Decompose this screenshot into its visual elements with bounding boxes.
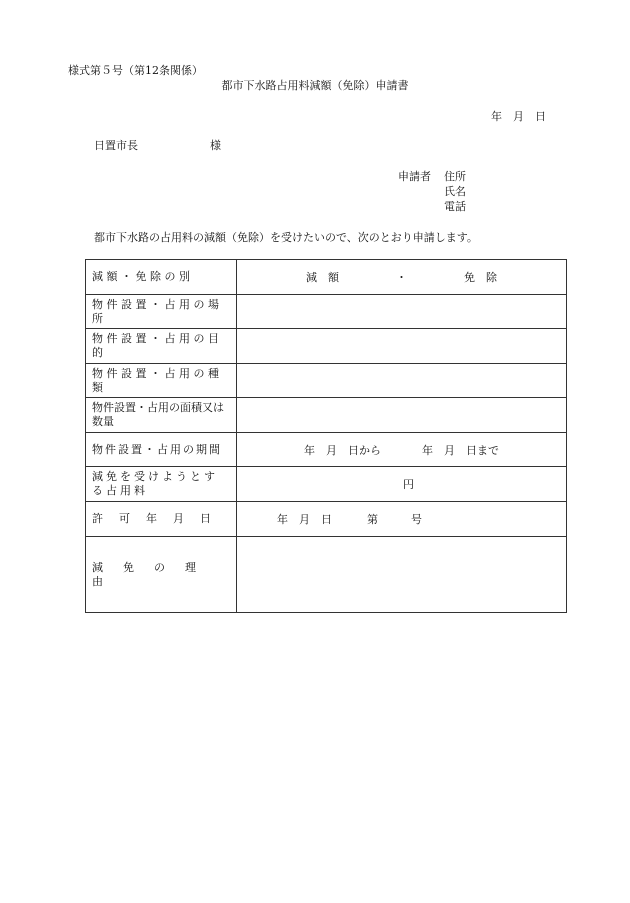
date-line: 年 月 日 <box>491 110 546 123</box>
period-field[interactable] <box>237 433 567 467</box>
row-area <box>86 398 567 433</box>
fee-field[interactable] <box>237 467 567 502</box>
applicant-name-label: 氏名 <box>444 185 466 198</box>
form-number: 様式第５号（第12条関係） <box>68 64 203 77</box>
reason-field[interactable] <box>237 537 567 613</box>
permit-number[interactable]: 第 号 <box>367 513 422 526</box>
row-period <box>86 433 567 467</box>
document-title: 都市下水路占用料減額（免除）申請書 <box>221 79 409 92</box>
row-label-period: 物件設置・占用の期間 <box>86 433 237 467</box>
choice-separator: ・ <box>396 271 407 284</box>
row-reduction-type <box>86 260 567 295</box>
application-table <box>85 259 567 613</box>
choice-reduction[interactable]: 減 額 <box>306 271 339 284</box>
row-fee <box>86 467 567 502</box>
permit-date[interactable]: 年 月 日 <box>277 513 332 526</box>
row-label-kind: 物件設置・占用の種類 <box>86 364 237 398</box>
row-label-purpose: 物件設置・占用の目的 <box>86 329 237 364</box>
row-reason <box>86 537 567 613</box>
kind-field[interactable] <box>237 364 567 398</box>
area-field[interactable] <box>237 398 567 433</box>
fee-unit: 円 <box>403 478 414 491</box>
row-place <box>86 295 567 329</box>
addressee-city: 日置市長 <box>94 139 138 152</box>
intro-text: 都市下水路の占用料の減額（免除）を受けたいので、次のとおり申請します。 <box>94 231 478 244</box>
row-label-reason: 減免の理由 <box>86 537 237 613</box>
row-label-area: 物件設置・占用の面積又は数量 <box>86 398 237 433</box>
row-permit-date <box>86 502 567 537</box>
purpose-field[interactable] <box>237 329 567 364</box>
row-label-reduction-type: 減額・免除の別 <box>86 260 237 295</box>
row-label-fee: 減免を受けようとする占用料 <box>86 467 237 502</box>
permit-date-field[interactable] <box>237 502 567 537</box>
applicant-label: 申請者 <box>398 170 431 183</box>
row-label-permit-date: 許可年月日 <box>86 502 237 537</box>
applicant-address-label: 住所 <box>444 170 466 183</box>
period-from[interactable]: 年 月 日から <box>304 443 381 457</box>
place-field[interactable] <box>237 295 567 329</box>
row-kind <box>86 364 567 398</box>
row-purpose <box>86 329 567 364</box>
reduction-type-choice[interactable] <box>237 260 567 295</box>
choice-exemption[interactable]: 免 除 <box>464 271 497 284</box>
applicant-phone-label: 電話 <box>444 200 466 213</box>
period-to[interactable]: 年 月 日まで <box>422 443 499 457</box>
addressee-honorific: 様 <box>210 139 221 152</box>
row-label-place: 物件設置・占用の場所 <box>86 295 237 329</box>
